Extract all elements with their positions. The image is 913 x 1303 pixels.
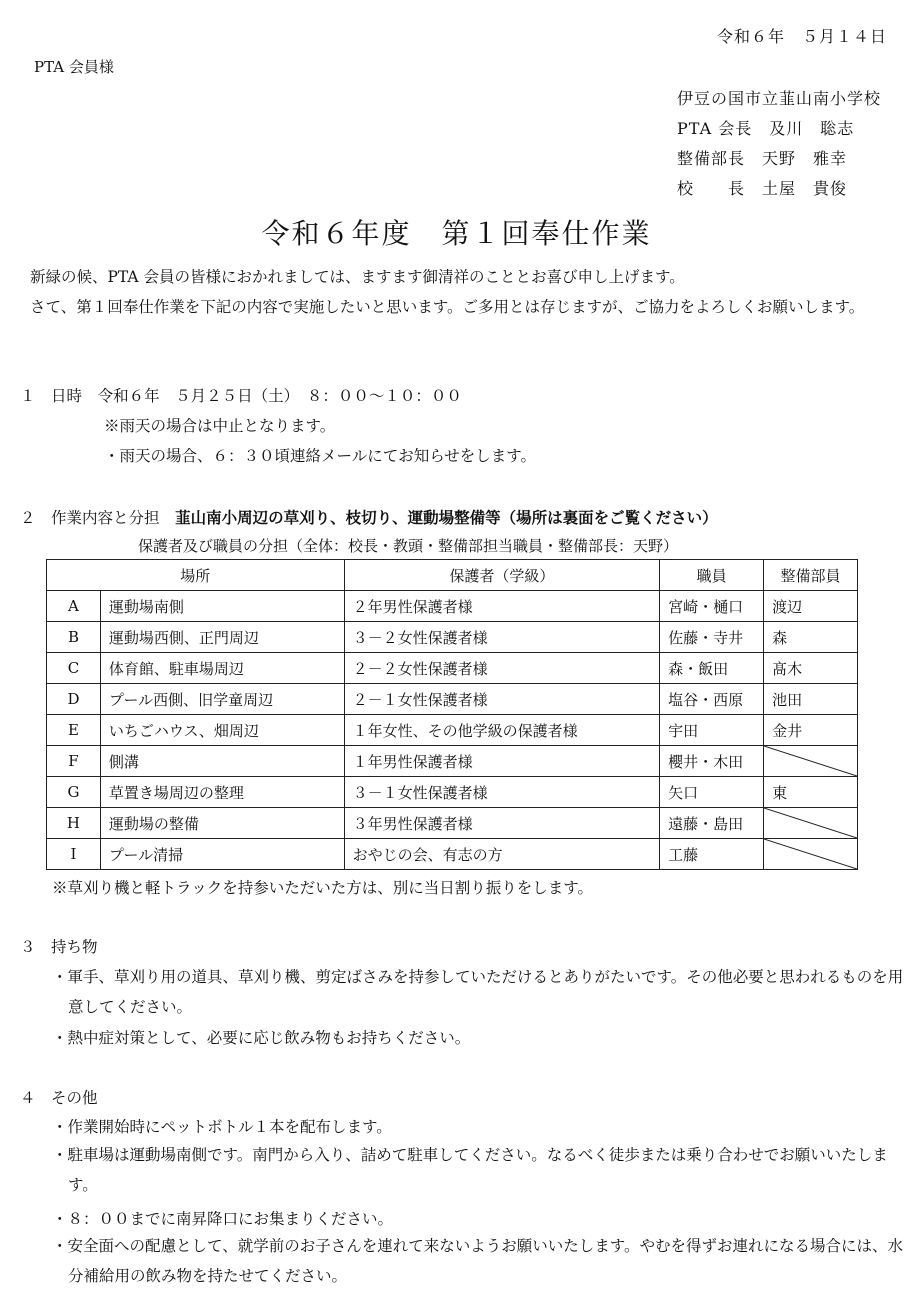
other-item: ・作業開始時にペットボトル１本を配布します。 <box>52 1118 392 1136</box>
row-place: 草置き場周辺の整理 <box>100 777 344 808</box>
row-code: I <box>47 839 101 870</box>
row-member: 池田 <box>764 684 858 715</box>
recipient: PTA 会員様 <box>34 58 114 76</box>
row-code: B <box>47 622 101 653</box>
row-staff: 遠藤・島田 <box>660 808 764 839</box>
empty-cell-diagonal <box>764 839 858 870</box>
row-member: 渡辺 <box>764 591 858 622</box>
row-member: 金井 <box>764 715 858 746</box>
row-staff: 櫻井・木田 <box>660 746 764 777</box>
other-item: ・駐車場は運動場南側です。南門から入り、詰めて駐車してください。なるべく徒歩または乗り合わせでお願いいたします。 <box>52 1146 888 1194</box>
row-guardians: おやじの会、有志の方 <box>344 839 660 870</box>
belongings-item: ・熱中症対策として、必要に応じ飲み物もお持ちください。 <box>52 1029 471 1047</box>
request-paragraph: さて、第１回奉仕作業を下記の内容で実施したいと思います。ご多用とは存じますが、ご協力をよろしくお願いします。 <box>30 298 865 316</box>
row-guardians: ２年男性保護者様 <box>344 591 660 622</box>
row-place: いちごハウス、畑周辺 <box>100 715 344 746</box>
row-code: G <box>47 777 101 808</box>
row-code: H <box>47 808 101 839</box>
empty-cell-diagonal <box>764 808 858 839</box>
table-row <box>47 777 858 808</box>
row-staff: 佐藤・寺井 <box>660 622 764 653</box>
greeting-paragraph: 新緑の候、PTA 会員の皆様におかれましては、ますます御清祥のこととお喜び申し上げます。 <box>30 268 685 286</box>
signatory-principal: 校 長 土屋 貴俊 <box>677 179 848 198</box>
section1-rain-contact-note: ・雨天の場合、６：３０頃連絡メールにてお知らせをします。 <box>104 447 536 465</box>
table-row <box>47 715 858 746</box>
row-place: プール清掃 <box>100 839 344 870</box>
other-item: ・安全面への配慮として、就学前のお子さんを連れて来ないようお願いいたします。やむを得ずお連れになる場合には、水分補給用の飲み物を持たせてください。 <box>52 1237 903 1285</box>
section2-note: ※草刈り機と軽トラックを持参いただいた方は、別に当日割り振りをします。 <box>52 879 593 897</box>
header-staff: 職員 <box>660 560 764 591</box>
row-place: 運動場南側 <box>100 591 344 622</box>
row-code: E <box>47 715 101 746</box>
row-staff: 塩谷・西原 <box>660 684 764 715</box>
row-place: プール西側、旧学童周辺 <box>100 684 344 715</box>
row-code: C <box>47 653 101 684</box>
row-place: 側溝 <box>100 746 344 777</box>
row-guardians: ３年男性保護者様 <box>344 808 660 839</box>
section1-heading: １ 日時 令和６年 ５月２５日（土） ８：００～１０：００ <box>20 387 462 405</box>
school-name: 伊豆の国市立韮山南小学校 <box>677 89 882 108</box>
row-place: 体育館、駐車場周辺 <box>100 653 344 684</box>
table-header-row <box>47 560 858 591</box>
header-place: 場所 <box>47 560 345 591</box>
row-member: 森 <box>764 622 858 653</box>
other-item: ・８：００までに南昇降口にお集まりください。 <box>52 1210 394 1228</box>
row-code: D <box>47 684 101 715</box>
header-member: 整備部員 <box>764 560 858 591</box>
row-guardians: １年男性保護者様 <box>344 746 660 777</box>
signatory-pta-chair: PTA 会長 及川 聡志 <box>677 119 855 138</box>
row-staff: 森・飯田 <box>660 653 764 684</box>
assignment-table <box>46 559 858 870</box>
row-guardians: ２－２女性保護者様 <box>344 653 660 684</box>
section2-heading: ２ 作業内容と分担 韮山南小周辺の草刈り、枝切り、運動場整備等（場所は裏面をご覧ください） <box>20 508 718 527</box>
row-guardians: ２－１女性保護者様 <box>344 684 660 715</box>
table-row <box>47 622 858 653</box>
document-title: 令和６年度 第１回奉仕作業 <box>261 217 652 250</box>
table-row <box>47 653 858 684</box>
row-member: 髙木 <box>764 653 858 684</box>
row-staff: 工藤 <box>660 839 764 870</box>
section4-heading: ４ その他 <box>20 1089 98 1107</box>
assignment-caption: 保護者及び職員の分担（全体：校長・教頭・整備部担当職員・整備部長：天野） <box>138 537 679 555</box>
table-row <box>47 808 858 839</box>
belongings-item: ・軍手、草刈り用の道具、草刈り機、剪定ばさみを持参していただけるとありがたいです。その他必要と思われるものを用意してください。 <box>52 968 904 1016</box>
signatory-maintenance-head: 整備部長 天野 雅幸 <box>677 149 848 168</box>
header-guardians: 保護者（学級） <box>344 560 660 591</box>
row-staff: 宇田 <box>660 715 764 746</box>
section2-summary: 韮山南小周辺の草刈り、枝切り、運動場整備等（場所は裏面をご覧ください） <box>175 508 718 527</box>
row-staff: 矢口 <box>660 777 764 808</box>
table-row <box>47 839 858 870</box>
table-row <box>47 591 858 622</box>
row-place: 運動場西側、正門周辺 <box>100 622 344 653</box>
section3-heading: ３ 持ち物 <box>20 938 98 956</box>
row-code: F <box>47 746 101 777</box>
table-row <box>47 684 858 715</box>
table-row <box>47 746 858 777</box>
section1-rain-note: ※雨天の場合は中止となります。 <box>104 417 336 435</box>
row-member: 東 <box>764 777 858 808</box>
row-staff: 宮崎・樋口 <box>660 591 764 622</box>
row-guardians: ３－２女性保護者様 <box>344 622 660 653</box>
row-place: 運動場の整備 <box>100 808 344 839</box>
row-guardians: １年女性、その他学級の保護者様 <box>344 715 660 746</box>
document-date: 令和６年 ５月１４日 <box>716 27 887 46</box>
row-guardians: ３－１女性保護者様 <box>344 777 660 808</box>
row-code: A <box>47 591 101 622</box>
empty-cell-diagonal <box>764 746 858 777</box>
